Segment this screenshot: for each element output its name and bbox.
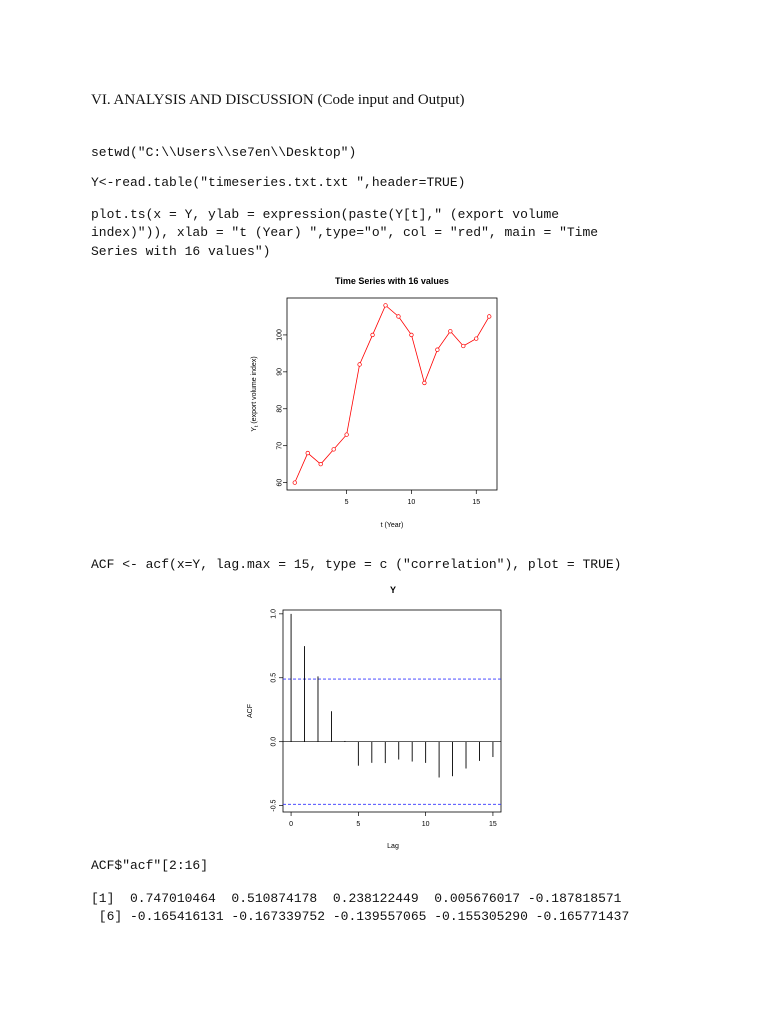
x-axis-label: t (Year): [380, 522, 404, 529]
data-point: [474, 337, 478, 341]
y-axis-label: ACF: [247, 704, 254, 718]
y-tick-label: 60: [276, 478, 284, 487]
data-point: [345, 433, 349, 437]
x-tick-label: 10: [421, 821, 430, 828]
y-tick-label: 0.5: [270, 672, 278, 683]
code-read-table: Y<-read.table("timeseries.txt.txt ",header=TRUE): [91, 175, 466, 190]
data-point: [293, 481, 297, 485]
x-tick-label: 5: [356, 821, 361, 828]
y-tick-label: 90: [276, 367, 284, 376]
plot-box: [287, 298, 497, 490]
data-point: [449, 329, 453, 333]
x-tick-label: 5: [344, 499, 349, 506]
data-point: [410, 333, 414, 337]
data-point: [319, 462, 323, 466]
code-acf: ACF <- acf(x=Y, lag.max = 15, type = c ("correlation"), plot = TRUE): [91, 557, 622, 572]
chart-title: Time Series with 16 values: [335, 276, 449, 286]
y-tick-label: 0.0: [270, 736, 278, 747]
x-tick-label: 0: [289, 821, 294, 828]
data-point: [397, 315, 401, 319]
x-tick-label: 15: [489, 821, 497, 828]
y-tick-label: 1.0: [270, 608, 278, 619]
code-plot-line-2: index)")), xlab = "t (Year) ",type="o", col = "red", main = "Time: [91, 225, 599, 240]
y-tick-label: 70: [276, 441, 284, 450]
data-point: [487, 315, 491, 319]
data-point: [384, 304, 388, 308]
x-tick-label: 10: [407, 499, 416, 506]
time-series-chart: [230, 268, 530, 536]
x-tick-label: 15: [472, 499, 481, 506]
y-tick-label: 80: [276, 404, 284, 413]
y-axis-label: $Y_t$ (export volume index): [251, 356, 260, 432]
chart-title: Y: [389, 585, 397, 595]
output-line-1: [1] 0.747010464 0.510874178 0.238122449 0.005676017 -0.187818571: [91, 891, 622, 906]
code-setwd: setwd("C:\\Users\\se7en\\Desktop"): [91, 145, 357, 160]
data-point: [423, 381, 427, 385]
data-point: [436, 348, 440, 352]
output-line-2: [6] -0.165416131 -0.167339752 -0.139557065 -0.155305290 -0.165771437: [91, 909, 630, 924]
y-tick-label: 100: [276, 329, 284, 341]
y-tick-label: -0.5: [270, 799, 278, 812]
acf-chart: [230, 580, 520, 855]
code-plot-line-3: Series with 16 values"): [91, 244, 271, 259]
series-line: [295, 305, 489, 482]
data-point: [358, 363, 362, 367]
code-acf-index: ACF$"acf"[2:16]: [91, 858, 209, 873]
data-point: [306, 451, 310, 455]
data-point: [371, 333, 375, 337]
x-axis-label: Lag: [387, 843, 399, 850]
section-heading: VI. ANALYSIS AND DISCUSSION (Code input and Output): [91, 92, 465, 108]
data-point: [332, 448, 336, 452]
plot-box: [283, 610, 501, 812]
code-plot-line-1: plot.ts(x = Y, ylab = expression(paste(Y[t]," (export volume: [91, 207, 560, 222]
data-point: [461, 344, 465, 348]
